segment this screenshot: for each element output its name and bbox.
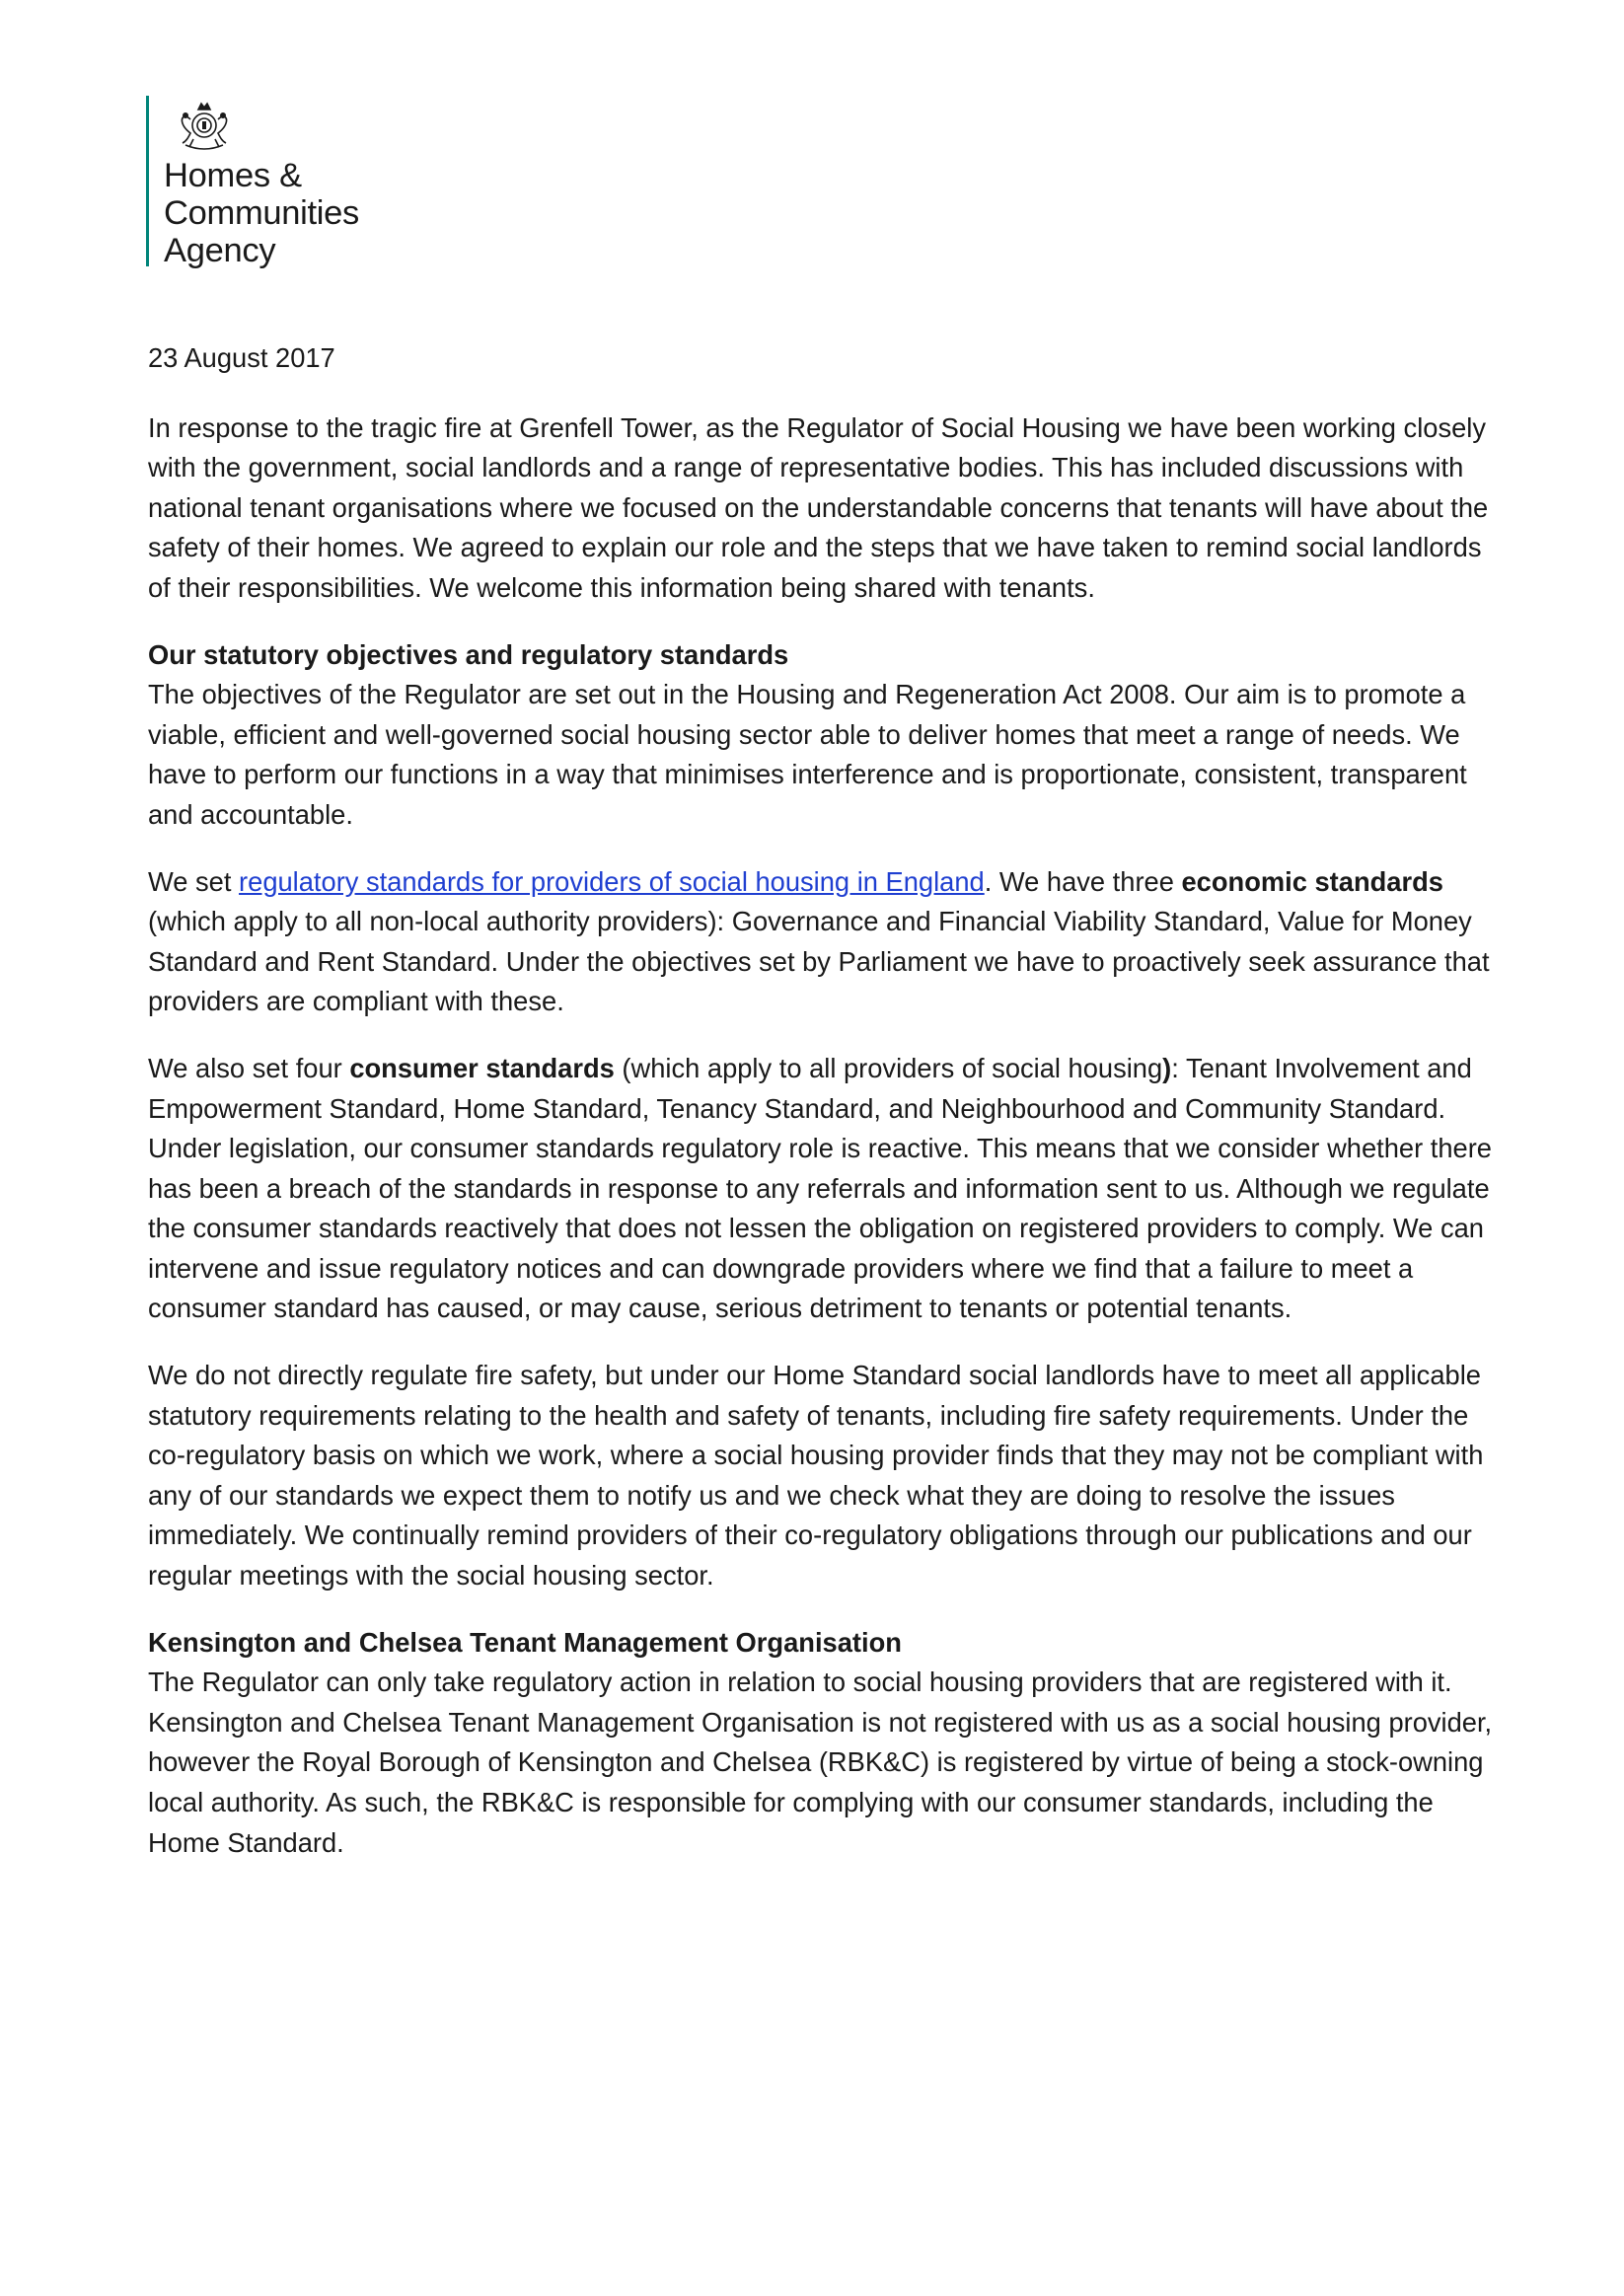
consumer-paren-bold: )	[1162, 1052, 1172, 1083]
consumer-text-a: We also set four	[148, 1052, 350, 1083]
objectives-paragraph: The objectives of the Regulator are set out in the Housing and Regeneration Act 2008. Our aim is to promote a viable, efficient and well-governed social housing sector able to deliver homes that meet a range of needs. We have to perform our functions in a way that minimises interference and is proportionate, consistent, transparent and accountable.	[148, 679, 1467, 830]
consumer-standards-paragraph	[148, 1049, 1500, 1329]
intro-paragraph: In response to the tragic fire at Grenfell Tower, as the Regulator of Social Housing we have been working closely with the government, social landlords and a range of representative bodies. This has included discussions with national tenant organisations where we focused on the understandable concerns that tenants will have about the safety of their homes. We agreed to explain our role and the steps that we have taken to remind social landlords of their responsibilities. We welcome this information being shared with tenants.	[148, 411, 1489, 603]
kctmo-paragraph: The Regulator can only take regulatory action in relation to social housing providers that are registered with it. Kensington and Chelsea Tenant Management Organisation is not registered with us as a social housing provider, however the Royal Borough of Kensington and Chelsea (RBK&C) is registered by virtue of being a stock-owning local authority. As such, the RBK&C is responsible for complying with our consumer standards, including the Home Standard.	[148, 1666, 1493, 1858]
consumer-text-b: (which apply to all providers of social housing	[614, 1052, 1163, 1083]
standards-text-a: We set	[148, 865, 240, 897]
agency-name-line-2: Communities	[164, 194, 360, 232]
section-heading-kctmo: Kensington and Chelsea Tenant Management Organisation	[148, 1626, 902, 1658]
agency-name-line-3: Agency	[164, 232, 276, 269]
section-heading-objectives: Our statutory objectives and regulatory standards	[148, 638, 789, 670]
letter-date: 23 August 2017	[148, 342, 335, 373]
agency-name	[164, 157, 359, 269]
royal-crest-icon	[174, 96, 235, 153]
standards-text-c: (which apply to all non-local authority providers): Governance and Financial Viability Standard, Value for Money Standard and Rent Standard. Under the objectives set by Parliament we have to proactively seek assurance that providers are compliant with these.	[148, 906, 1490, 1017]
agency-name-line-1: Homes &	[164, 157, 302, 194]
economic-standards-bold: economic standards	[1181, 865, 1443, 897]
regulatory-standards-link[interactable]: regulatory standards for providers of social housing in England	[239, 865, 985, 897]
fire-safety-paragraph: We do not directly regulate fire safety, but under our Home Standard social landlords have to meet all applicable statutory requirements relating to the health and safety of tenants, including fire safety requirements. Under the co-regulatory basis on which we work, where a social housing provider finds that they may not be compliant with any of our standards we expect them to notify us and we check what they are doing to resolve the issues immediately. We continually remind providers of their co-regulatory obligations through our publications and our regular meetings with the social housing sector.	[148, 1360, 1484, 1592]
consumer-standards-bold: consumer standards	[349, 1052, 615, 1083]
letter-body	[148, 338, 1500, 1889]
standards-paragraph	[148, 862, 1500, 1022]
agency-logo	[146, 96, 360, 269]
standards-text-b: . We have three	[984, 865, 1182, 897]
consumer-text-c: : Tenant Involvement and Empowerment Standard, Home Standard, Tenancy Standard, and Neighbourhood and Community Standard. Under legislation, our consumer standards regulatory role is reactive. This means that we consider whether there has been a breach of the standards in response to any referrals and information sent to us. Although we regulate the consumer standards reactively that does not lessen the obligation on registered providers to comply. We can intervene and issue regulatory notices and can downgrade providers where we find that a failure to meet a consumer standard has caused, or may cause, serious detriment to tenants or potential tenants.	[148, 1052, 1492, 1324]
